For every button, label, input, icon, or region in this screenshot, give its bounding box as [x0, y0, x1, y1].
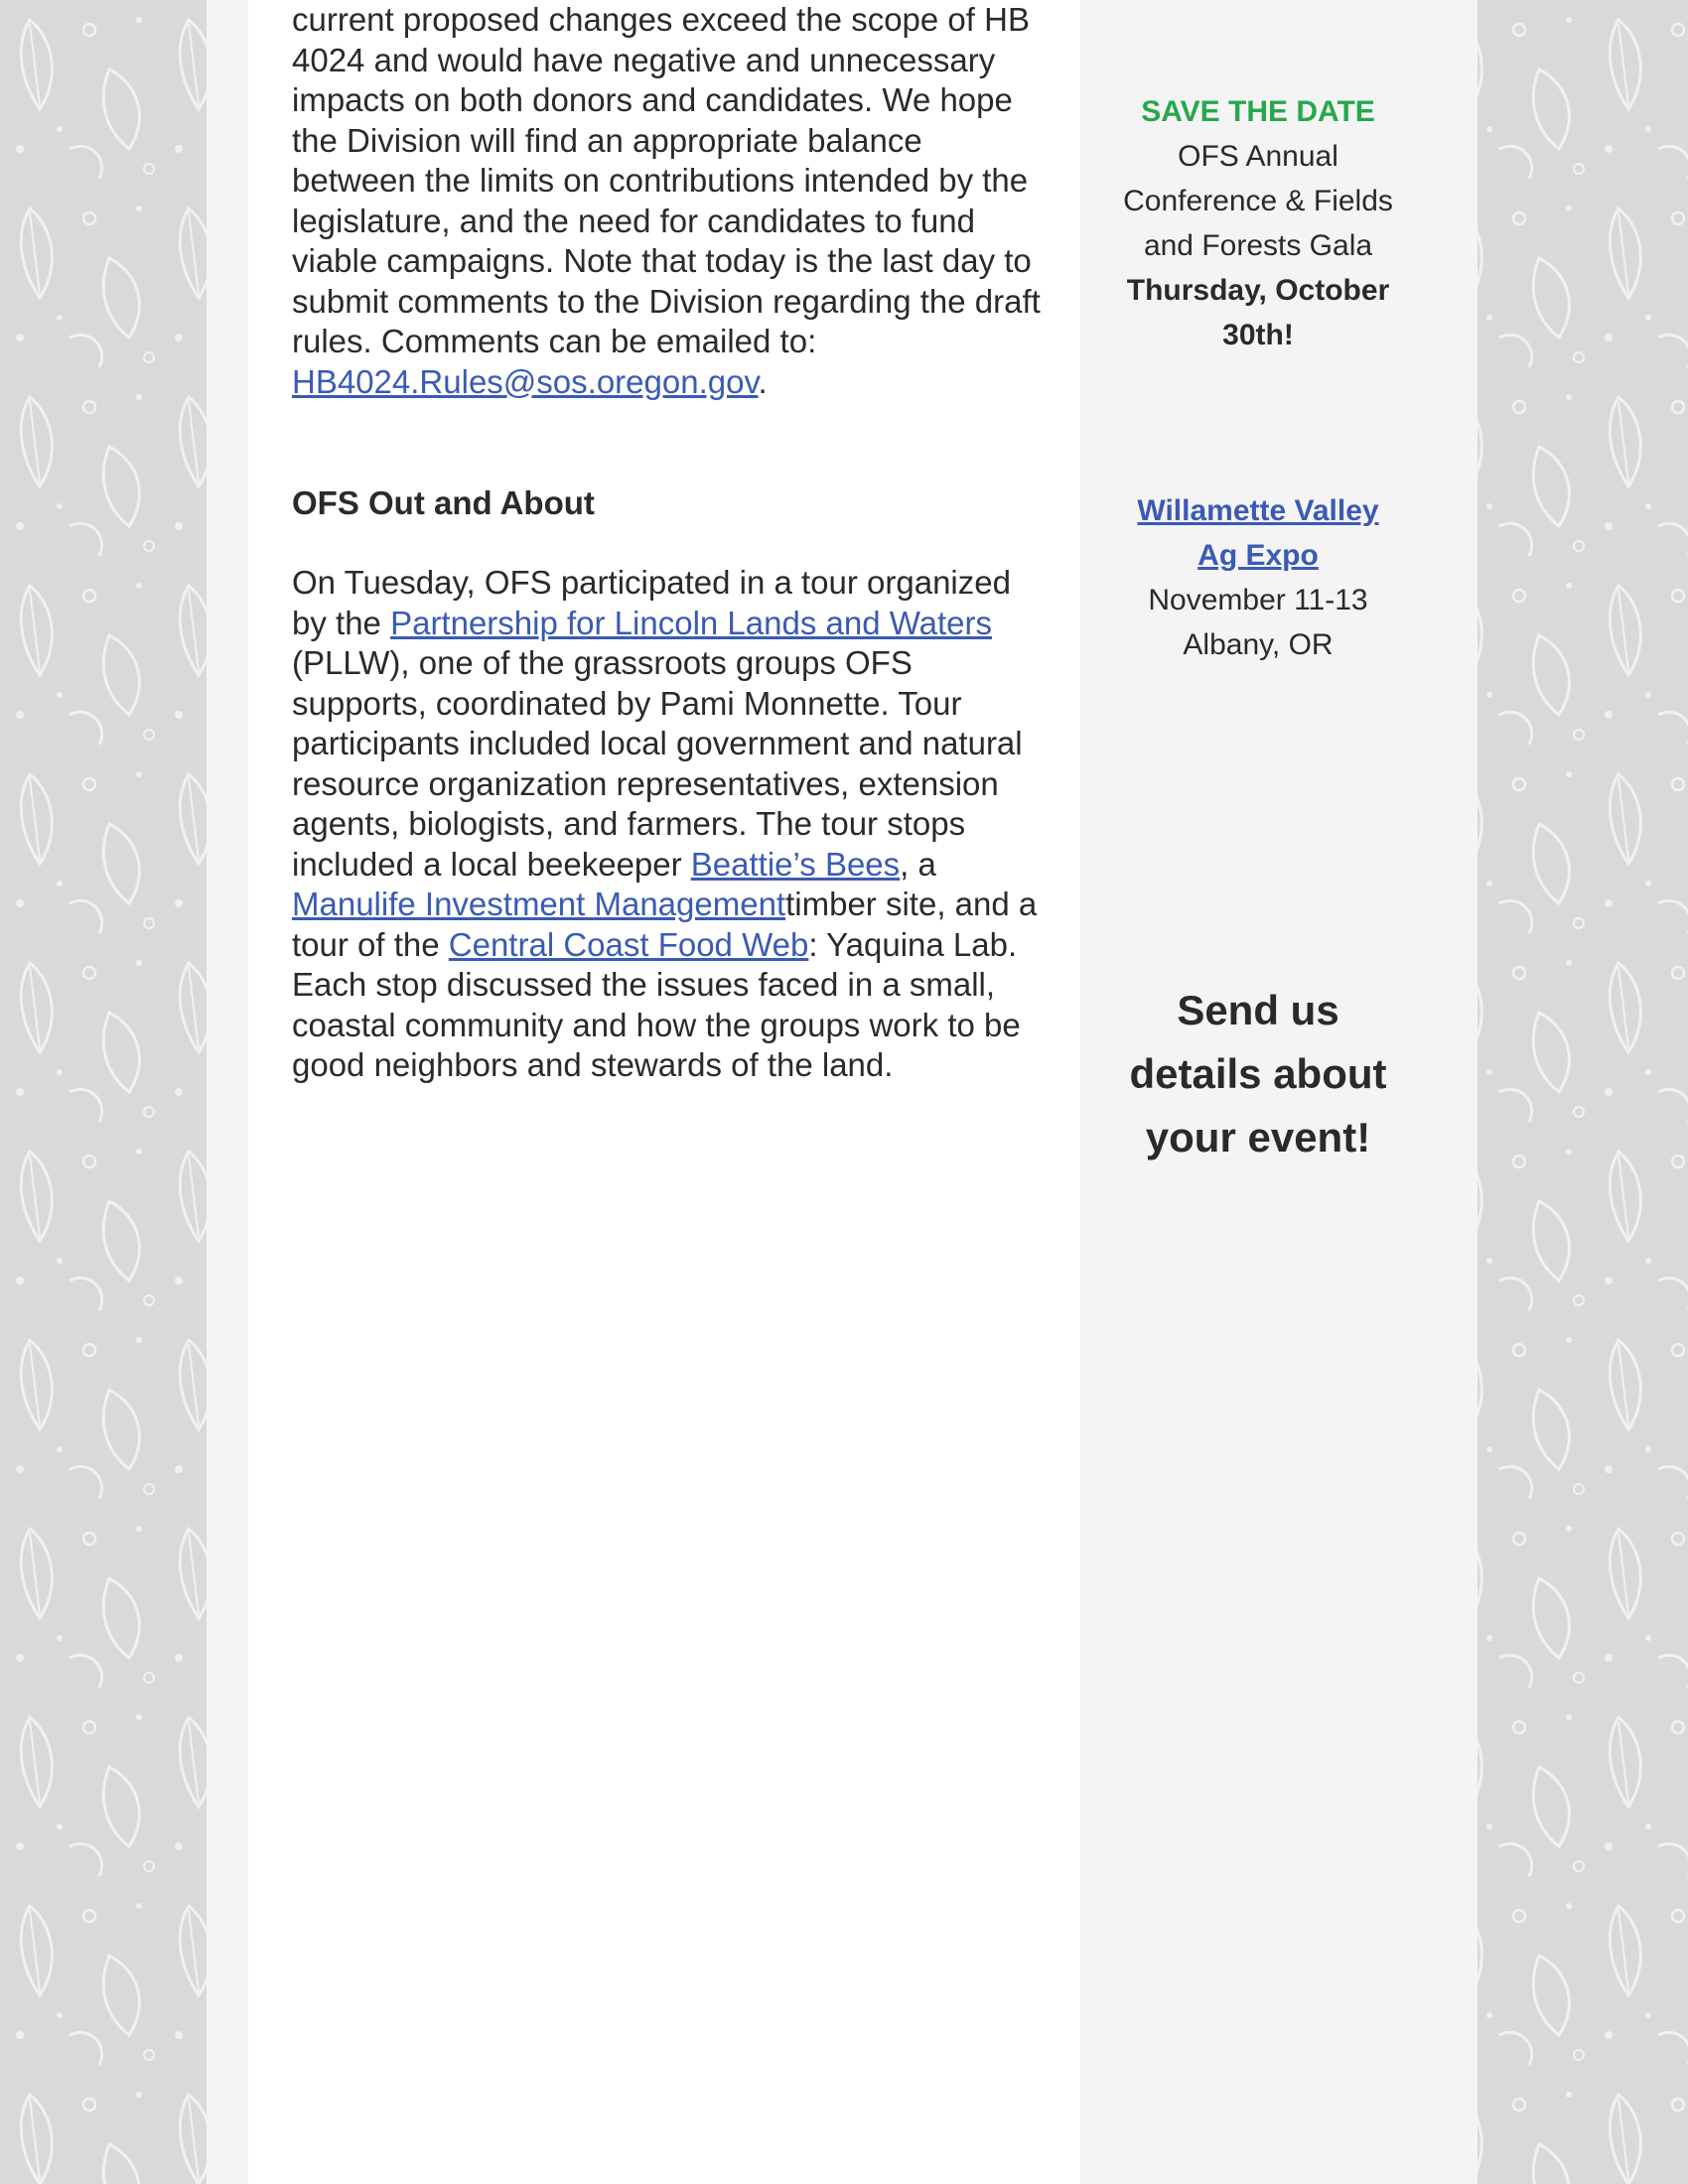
expo-dates: November 11-13 — [1148, 584, 1368, 616]
paragraph-text: current proposed changes exceed the scope of HB 4024 and would have negative and unnecessary impacts on both donors and candidates. We hope the Division will find an appropriate balance between the limits on contributions intended by the legislature, and the need for candidates to fund viable campaigns. Note that today is the last day to submit comments to the Division regarding the draft rules. Comments can be emailed to: — [292, 1, 1041, 359]
paragraph-text: timber site, and a tour of the — [292, 886, 1038, 963]
email-link[interactable]: HB4024.Rules@sos.oregon.gov — [292, 362, 759, 400]
expo-location: Albany, OR — [1183, 628, 1334, 661]
cta-line: details about — [1129, 1050, 1387, 1097]
event-date: 30th! — [1222, 319, 1294, 351]
event-line: and Forests Gala — [1143, 229, 1373, 262]
cta-line: Send us — [1177, 987, 1339, 1033]
ag-expo-event — [1090, 488, 1426, 667]
beatties-bees-link[interactable]: Beattie’s Bees — [690, 845, 901, 883]
tour-paragraph — [292, 563, 1047, 1086]
event-line: OFS Annual — [1178, 140, 1338, 173]
paragraph-text: : Yaquina Lab. Each stop discussed the issues faced in a small, coastal community and how the groups work to be good neighbors and stewards of the land. — [292, 925, 1021, 1083]
pllw-link[interactable]: Partnership for Lincoln Lands and Waters — [390, 604, 993, 641]
ag-expo-link[interactable]: Willamette Valley — [1137, 494, 1379, 527]
paragraph-text: , a — [900, 845, 936, 883]
manulife-link[interactable]: Manulife Investment Management — [292, 886, 786, 922]
save-the-date-label: SAVE THE DATE — [1141, 95, 1375, 128]
send-event-cta — [1090, 979, 1426, 1169]
paragraph-text: . — [758, 362, 768, 400]
save-the-date-event — [1090, 89, 1426, 357]
cta-line: your event! — [1145, 1114, 1371, 1160]
legislative-comments-paragraph — [292, 0, 1047, 402]
central-coast-food-web-link[interactable]: Central Coast Food Web — [448, 925, 809, 963]
paragraph-text: On Tuesday, OFS participated in a tour organized by the — [292, 564, 1011, 641]
event-date: Thursday, October — [1126, 274, 1390, 307]
event-line: Conference & Fields — [1123, 185, 1393, 217]
ag-expo-link[interactable]: Ag Expo — [1197, 539, 1319, 572]
paragraph-text: (PLLW), one of the grassroots groups OFS supports, coordinated by Pami Monnette. Tour participants included local government and natural resource organization representatives, extension agents, biologists, and farmers. The tour stops included a local beekeeper — [292, 644, 1023, 883]
section-heading: OFS Out and About — [292, 484, 595, 521]
